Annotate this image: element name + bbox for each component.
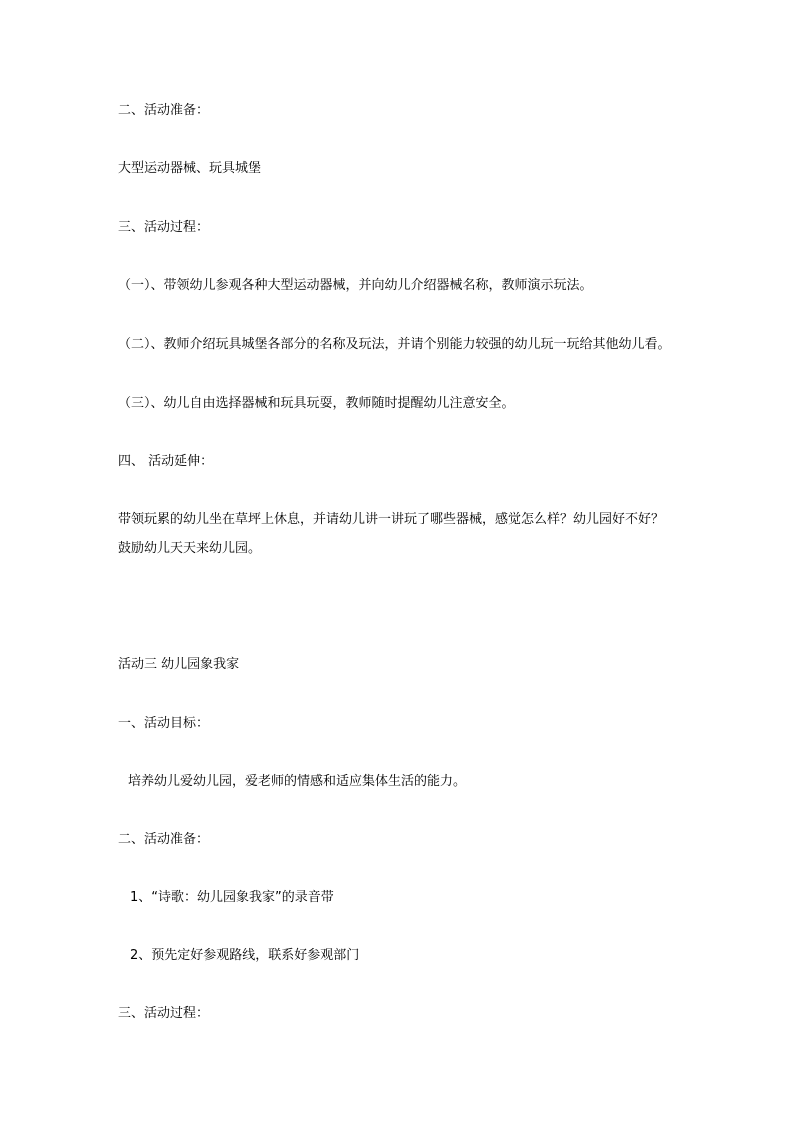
process-step-1: （一）、带领幼儿参观各种大型运动器械，并向幼儿介绍器械名称，教师演示玩法。 <box>118 278 593 293</box>
section-heading-extension: 四、 活动延伸： <box>118 454 214 469</box>
section-heading-process: 三、活动过程： <box>118 220 210 235</box>
preparation-item-1: 1、“诗歌：幼儿园象我家”的录音带 <box>130 890 334 905</box>
section-heading-process-2: 三、活动过程： <box>118 1006 210 1021</box>
process-step-2: （二）、教师介绍玩具城堡各部分的名称及玩法，并请个别能力较强的幼儿玩一玩给其他幼儿看。 <box>118 337 671 352</box>
section-heading-preparation: 二、活动准备： <box>118 103 210 118</box>
activity-title: 活动三 幼儿园象我家 <box>118 657 240 672</box>
preparation-item-2: 2、预先定好参观路线，联系好参观部门 <box>130 948 360 963</box>
extension-paragraph-line-1: 带领玩累的幼儿坐在草坪上休息，并请幼儿讲一讲玩了哪些器械，感觉怎么样？幼儿园好不好？ <box>118 512 665 527</box>
section-heading-goals: 一、活动目标： <box>118 716 210 731</box>
section-heading-preparation-2: 二、活动准备： <box>118 832 210 847</box>
goals-paragraph: 培养幼儿爱幼儿园，爱老师的情感和适应集体生活的能力。 <box>128 774 467 789</box>
process-step-3: （三）、幼儿自由选择器械和玩具玩耍，教师随时提醒幼儿注意安全。 <box>118 396 515 411</box>
paragraph-materials: 大型运动器械、玩具城堡 <box>118 161 262 176</box>
extension-paragraph-line-2: 鼓励幼儿天天来幼儿园。 <box>118 541 262 556</box>
